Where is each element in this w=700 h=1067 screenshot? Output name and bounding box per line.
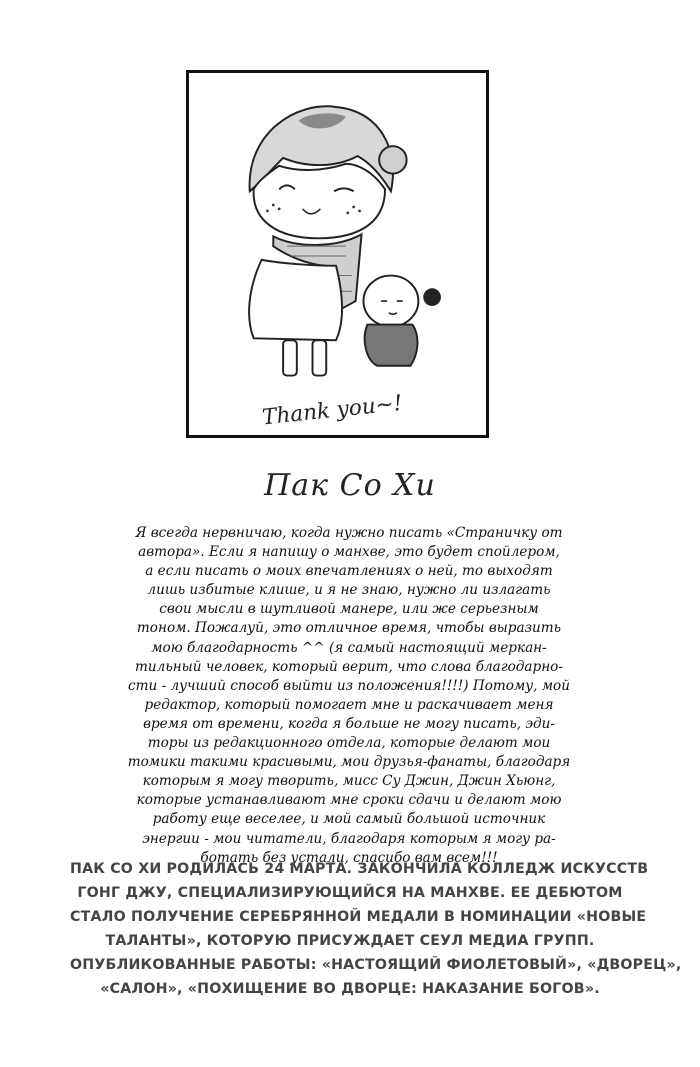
note-line: которые устанавливают мне сроки сдачи и делают мою [136, 792, 562, 809]
coat [249, 260, 342, 340]
face-shape [254, 164, 385, 238]
note-line: ботать без устали, спасибо вам всем!!! [200, 849, 498, 866]
bio-line: ТАЛАНТЫ», КОТОРУЮ ПРИСУЖДАЕТ СЕУЛ МЕДИА ГРУПП. [105, 932, 595, 949]
note-line: которым я могу творить, мисс Су Джин, Джин Хьюнг, [142, 773, 556, 790]
bio-line: ГОНГ ДЖУ, СПЕЦИАЛИЗИРУЮЩИЙСЯ НА МАНХВЕ. ЕЕ ДЕБЮТОМ [77, 884, 623, 901]
author-bio [70, 858, 682, 1001]
companion-tail [423, 288, 441, 306]
bio-line: СТАЛО ПОЛУЧЕНИЕ СЕРЕБРЯННОЙ МЕДАЛИ В НОМИНАЦИИ «НОВЫЕ [70, 908, 647, 925]
note-line: тильный человек, который верит, что слова благодарно- [135, 658, 563, 675]
note-line: а если писать о моих впечатлениях о ней, то выходят [145, 563, 553, 580]
note-line: работу еще веселее, и мой самый большой источник [152, 811, 546, 828]
note-line: редактор, который помогает мне и раскачивает меня [144, 696, 554, 713]
author-note [88, 524, 610, 868]
bio-line: ПАК СО ХИ РОДИЛАСЬ 24 МАРТА. ЗАКОНЧИЛА КОЛЛЕДЖ ИСКУССТВ [70, 861, 649, 877]
chibi-illustration [189, 73, 486, 435]
note-line: мою благодарность ^^ (я самый настоящий меркан- [151, 639, 547, 656]
thank-you-caption: Thank you~! [260, 390, 404, 431]
companion-head [363, 276, 418, 327]
companion-body [365, 325, 418, 366]
note-line: тоном. Пожалуй, это отличное время, чтобы выразить [136, 620, 562, 637]
note-line: автора». Если я напишу о манхве, это будет спойлером, [138, 544, 560, 561]
author-illustration-frame [186, 70, 489, 438]
note-line: лишь избитые клише, и я не знаю, нужно ли излагать [147, 582, 551, 599]
note-line: время от времени, когда я больше не могу писать, эди- [143, 715, 555, 732]
note-line: сти - лучший способ выйти из положения!!!!) Потому, мой [128, 677, 570, 694]
note-line: торы из редакционного отдела, которые делают мои [147, 735, 551, 752]
author-name-title: Пак Со Хи [264, 468, 436, 503]
note-line: Я всегда нервничаю, когда нужно писать «Страничку от [135, 525, 563, 541]
note-line: свои мысли в шутливой манере, или же серьезным [159, 601, 539, 618]
note-line: энергии - мои читатели, благодаря которым я могу ра- [142, 830, 556, 847]
bio-line: ОПУБЛИКОВАННЫЕ РАБОТЫ: «НАСТОЯЩИЙ ФИОЛЕТОВЫЙ», «ДВОРЕЦ», [70, 956, 682, 973]
bio-line: «САЛОН», «ПОХИЩЕНИЕ ВО ДВОРЦЕ: НАКАЗАНИЕ БОГОВ». [100, 980, 600, 997]
hair-bun [379, 146, 406, 173]
note-line: томики такими красивыми, мои друзья-фанаты, благодаря [127, 754, 571, 771]
